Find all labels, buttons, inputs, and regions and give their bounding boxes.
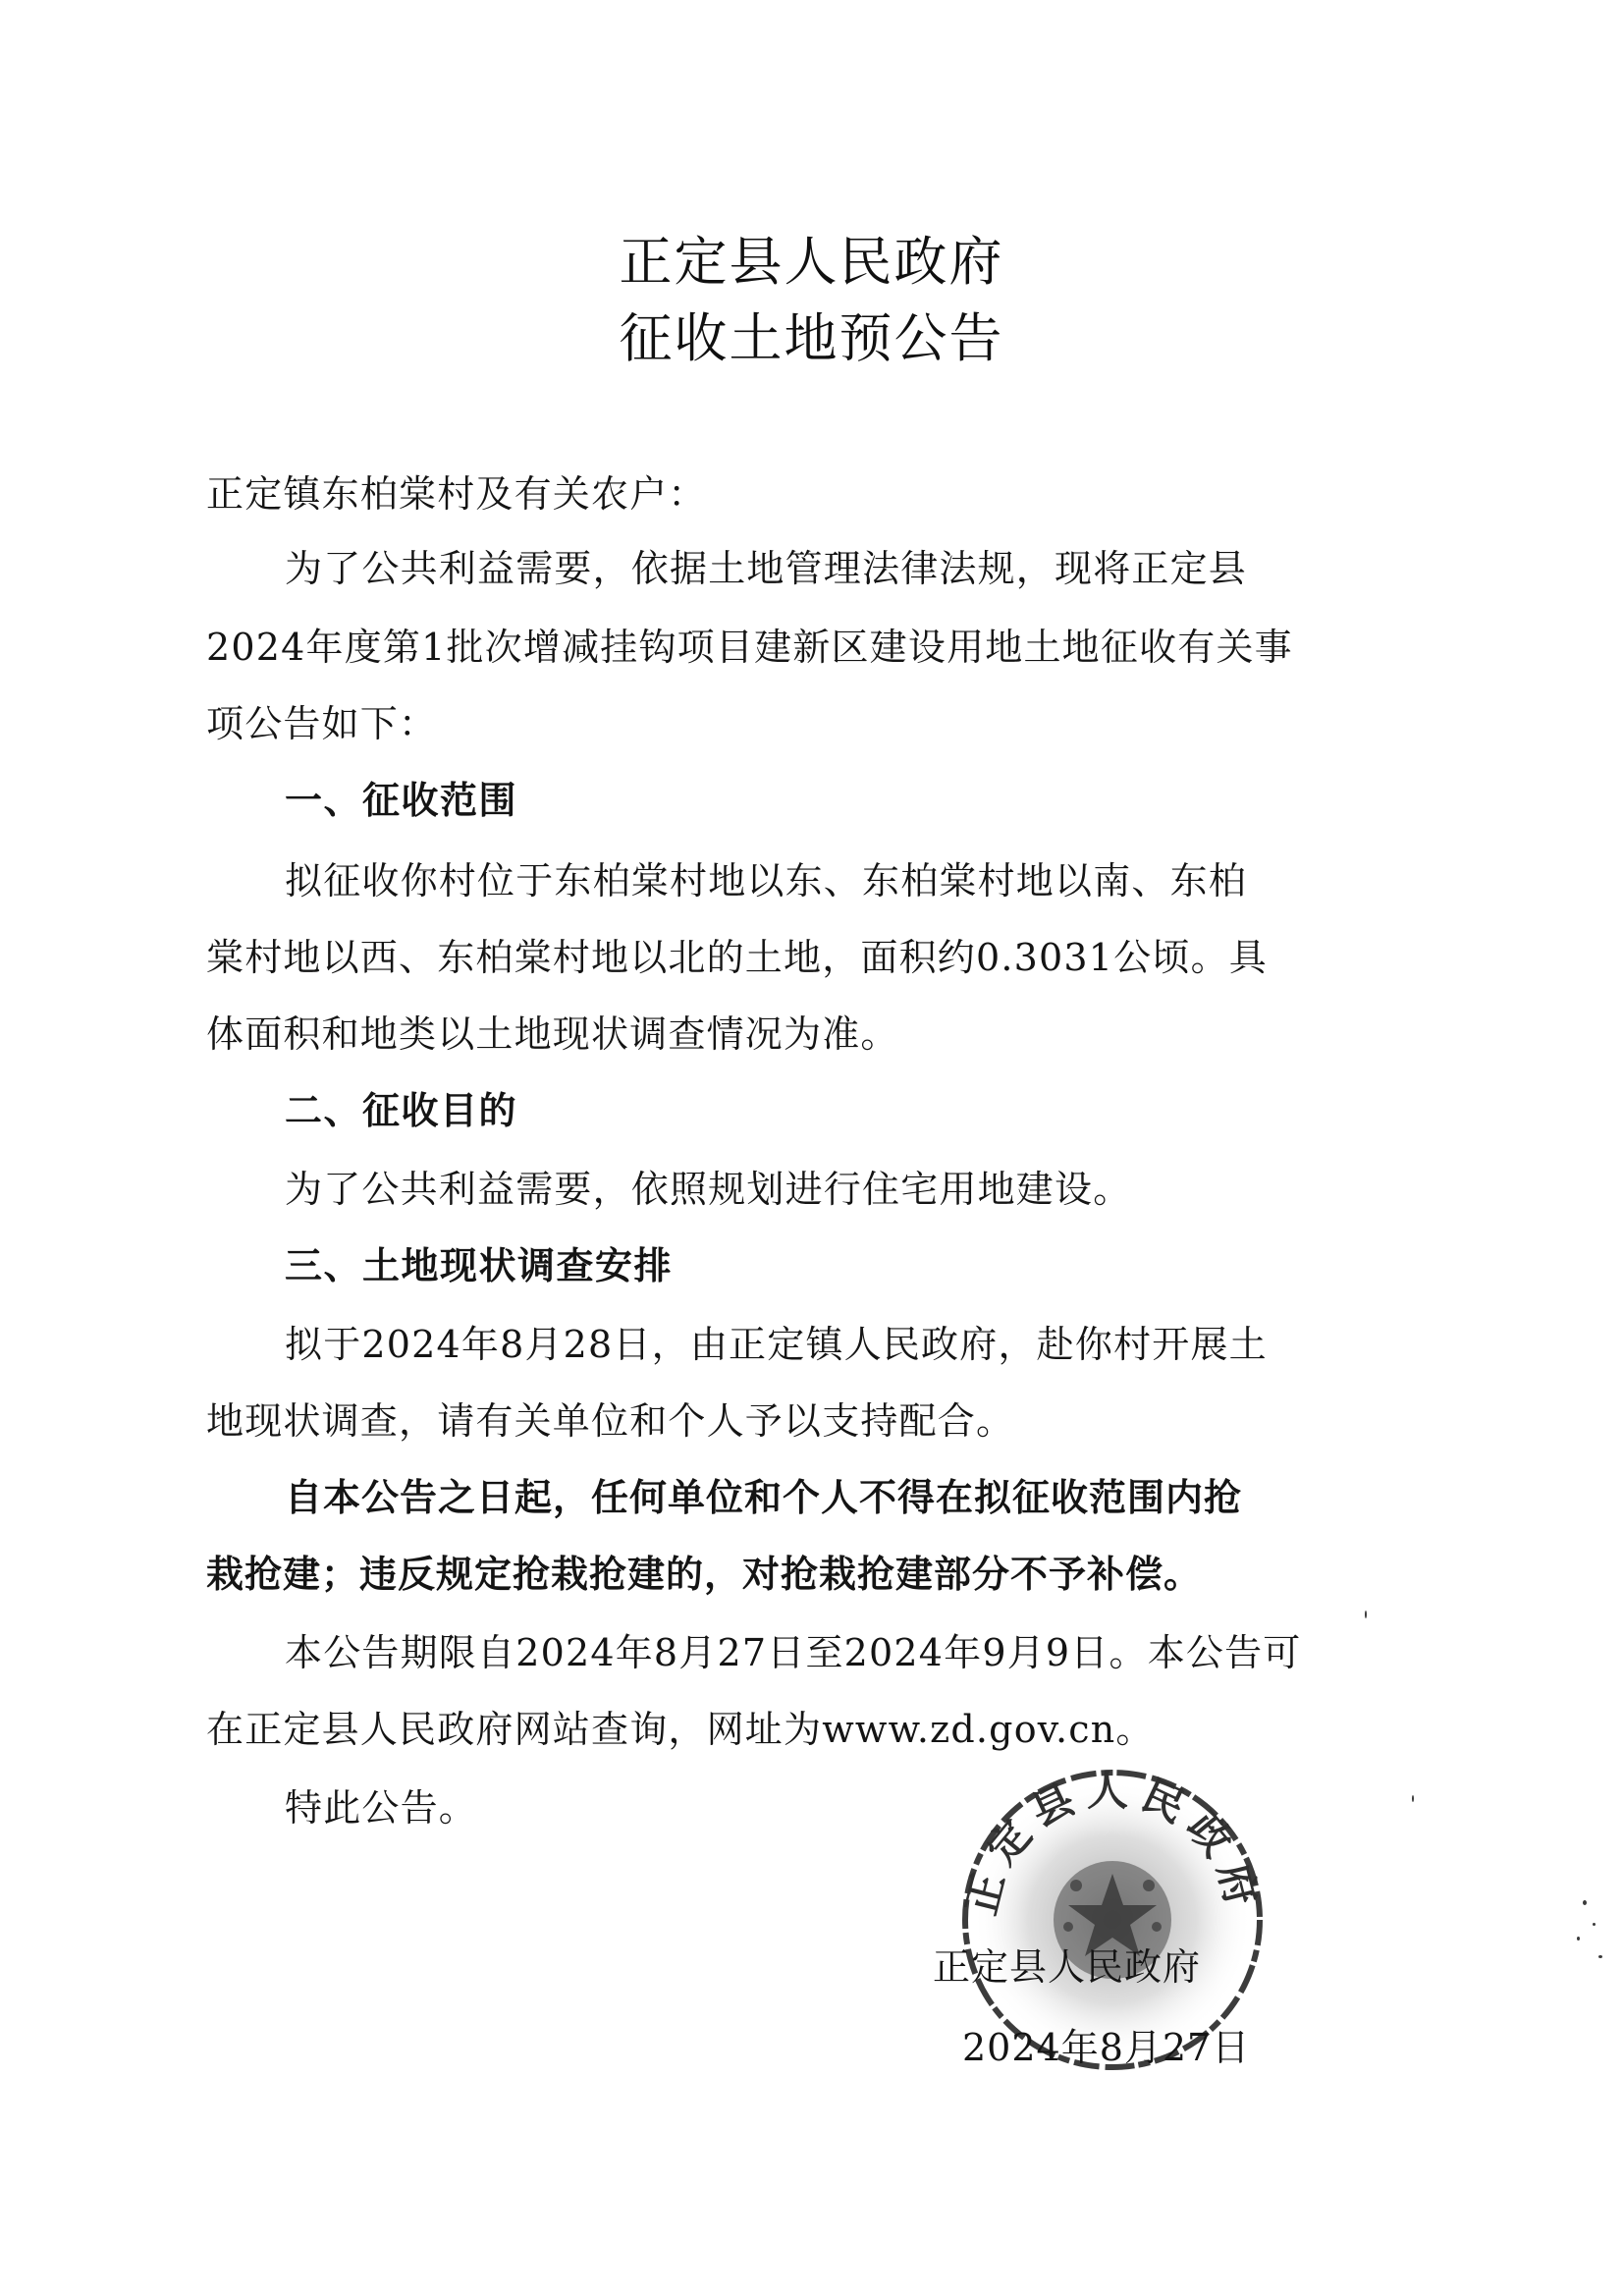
section-3-line-1: 拟于2024年8月28日，由正定镇人民政府，赴你村开展土 <box>285 1323 1268 1366</box>
intro-line-3: 项公告如下： <box>206 702 438 745</box>
scan-speck <box>1365 1611 1367 1618</box>
closing-text: 特此公告。 <box>285 1786 478 1830</box>
intro-line-1: 为了公共利益需要，依据土地管理法律法规，现将正定县 <box>285 547 1248 590</box>
section-1-line-1: 拟征收你村位于东柏棠村地以东、东柏棠村地以南、东柏 <box>285 859 1248 902</box>
period-line-2: 在正定县人民政府网站查询，网址为www.zd.gov.cn。 <box>206 1708 1155 1751</box>
warning-line-1: 自本公告之日起，任何单位和个人不得在拟征收范围内抢 <box>285 1476 1243 1519</box>
section-3-line-2: 地现状调查，请有关单位和个人予以支持配合。 <box>206 1399 1015 1443</box>
seal-text: 正定县人民政府 <box>956 1767 1269 1920</box>
scan-speck <box>1598 1955 1602 1958</box>
section-2-line-1: 为了公共利益需要，依照规划进行住宅用地建设。 <box>285 1168 1132 1211</box>
scan-speck <box>1412 1795 1414 1802</box>
section-1-heading: 一、征收范围 <box>285 779 518 822</box>
section-3-heading: 三、土地现状调查安排 <box>285 1244 674 1287</box>
document-title-line-2: 征收土地预公告 <box>619 307 1004 369</box>
section-1-line-3: 体面积和地类以土地现状调查情况为准。 <box>206 1012 899 1056</box>
signature-date: 2024年8月27日 <box>962 2026 1251 2069</box>
scan-speck <box>1583 1900 1587 1905</box>
signature-issuer: 正定县人民政府 <box>933 1945 1202 1989</box>
addressee: 正定镇东柏棠村及有关农户： <box>206 472 707 516</box>
document-title-line-1: 正定县人民政府 <box>619 231 1004 293</box>
scan-speck <box>1577 1937 1580 1941</box>
period-line-1: 本公告期限自2024年8月27日至2024年9月9日。本公告可 <box>285 1631 1302 1674</box>
section-1-line-2: 棠村地以西、东柏棠村地以北的土地，面积约0.3031公顷。具 <box>206 936 1268 979</box>
section-2-heading: 二、征收目的 <box>285 1089 518 1132</box>
intro-line-2: 2024年度第1批次增减挂钩项目建新区建设用地土地征收有关事 <box>206 626 1293 669</box>
warning-line-2: 栽抢建；违反规定抢栽抢建的，对抢栽抢建部分不予补偿。 <box>206 1553 1203 1596</box>
scan-speck <box>1593 1923 1596 1926</box>
